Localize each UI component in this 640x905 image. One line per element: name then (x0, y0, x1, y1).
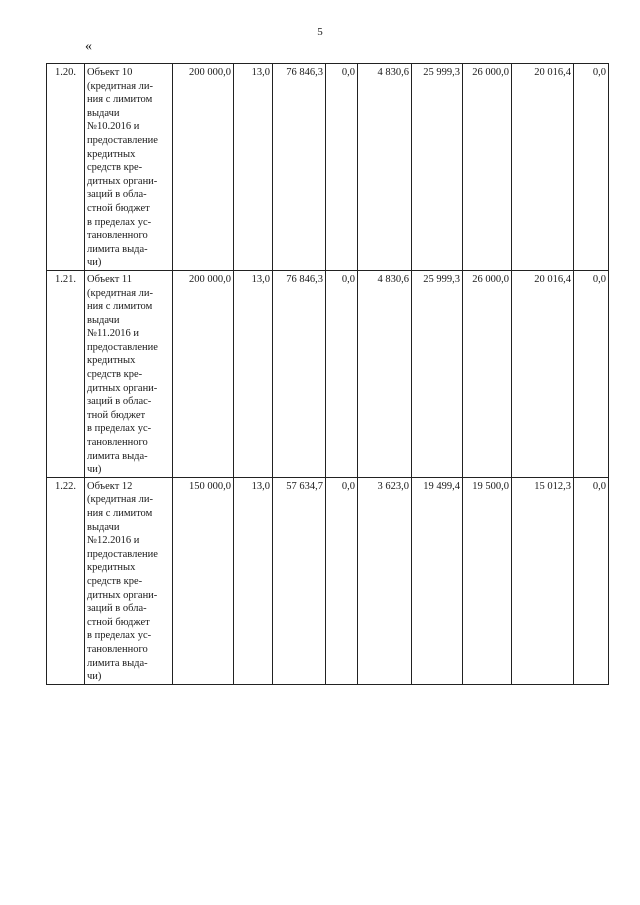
value-cell: 20 016,4 (512, 270, 574, 477)
row-number: 1.20. (47, 64, 85, 271)
value-cell: 26 000,0 (463, 270, 512, 477)
value-cell: 13,0 (234, 477, 273, 684)
row-number: 1.22. (47, 477, 85, 684)
value-cell: 4 830,6 (358, 64, 412, 271)
table-row (47, 64, 609, 271)
value-cell: 0,0 (574, 477, 609, 684)
value-cell: 3 623,0 (358, 477, 412, 684)
value-cell: 13,0 (234, 64, 273, 271)
value-cell: 0,0 (326, 270, 358, 477)
value-cell: 4 830,6 (358, 270, 412, 477)
value-cell: 57 634,7 (273, 477, 326, 684)
object-name-cell: Объект 10 (кредитная ли- ния с лимитом выдачи №10.2016 и предоставление кредитных средств кре- дитных органи- заций в обла- стной бюджет в пределах ус- тановленного лимита выда- чи) (85, 64, 173, 271)
row-number: 1.21. (47, 270, 85, 477)
table-row (47, 270, 609, 477)
value-cell: 0,0 (574, 270, 609, 477)
value-cell: 0,0 (326, 477, 358, 684)
table-row (47, 477, 609, 684)
value-cell: 19 500,0 (463, 477, 512, 684)
value-cell: 76 846,3 (273, 64, 326, 271)
value-cell: 19 499,4 (412, 477, 463, 684)
value-cell: 200 000,0 (173, 270, 234, 477)
value-cell: 0,0 (574, 64, 609, 271)
value-cell: 26 000,0 (463, 64, 512, 271)
budget-table (46, 63, 609, 685)
value-cell: 200 000,0 (173, 64, 234, 271)
object-name-cell: Объект 12 (кредитная ли- ния с лимитом выдачи №12.2016 и предоставление кредитных средств кре- дитных органи- заций в обла- стной бюджет в пределах ус- тановленного лимита выда- чи) (85, 477, 173, 684)
value-cell: 13,0 (234, 270, 273, 477)
value-cell: 0,0 (326, 64, 358, 271)
value-cell: 20 016,4 (512, 64, 574, 271)
value-cell: 76 846,3 (273, 270, 326, 477)
value-cell: 25 999,3 (412, 270, 463, 477)
opening-quote-mark: « (85, 39, 92, 54)
page-number: 5 (317, 26, 323, 38)
value-cell: 25 999,3 (412, 64, 463, 271)
value-cell: 150 000,0 (173, 477, 234, 684)
object-name-cell: Объект 11 (кредитная ли- ния с лимитом выдачи №11.2016 и предоставление кредитных средств кре- дитных органи- заций в облас- тной бюджет в пределах ус- тановленного лимита выда- чи) (85, 270, 173, 477)
value-cell: 15 012,3 (512, 477, 574, 684)
